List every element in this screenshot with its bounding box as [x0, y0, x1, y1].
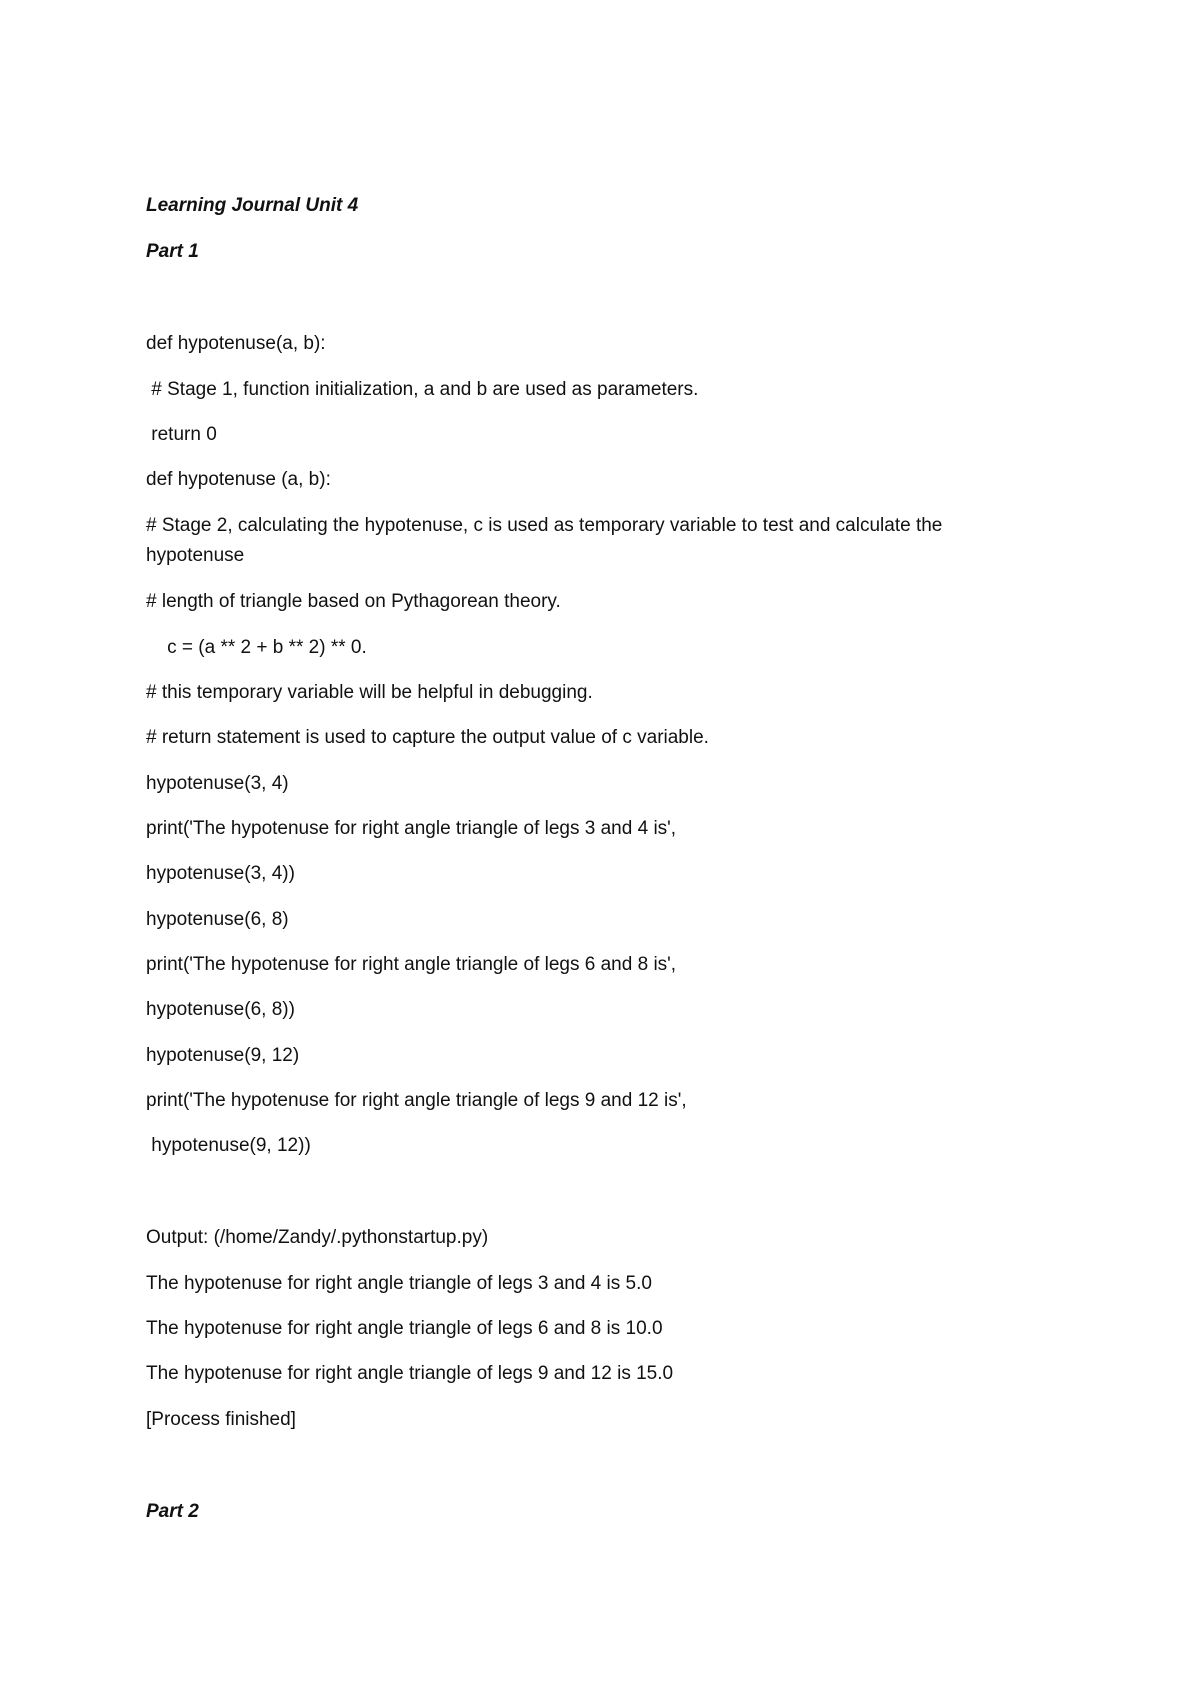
- output-line: The hypotenuse for right angle triangle of legs 3 and 4 is 5.0: [146, 1273, 652, 1294]
- code-line: # this temporary variable will be helpful in debugging.: [146, 682, 593, 703]
- part1-heading: Part 1: [146, 241, 199, 262]
- code-line: print('The hypotenuse for right angle triangle of legs 6 and 8 is',: [146, 954, 677, 975]
- code-line: hypotenuse(9, 12)): [146, 1135, 311, 1156]
- code-line: # return statement is used to capture the output value of c variable.: [146, 727, 709, 748]
- code-line: hypotenuse(3, 4)): [146, 863, 295, 884]
- document-title: Learning Journal Unit 4: [146, 195, 359, 216]
- code-line: def hypotenuse(a, b):: [146, 333, 326, 354]
- code-line: hypotenuse(6, 8)): [146, 999, 295, 1020]
- code-line: hypotenuse(9, 12): [146, 1045, 300, 1066]
- code-line: hypotenuse(3, 4): [146, 773, 289, 794]
- code-line: print('The hypotenuse for right angle triangle of legs 9 and 12 is',: [146, 1090, 687, 1111]
- code-line: hypotenuse(6, 8): [146, 909, 289, 930]
- code-line: # Stage 2, calculating the hypotenuse, c is used as temporary variable to test and calculate the hypotenuse: [146, 515, 943, 566]
- output-line: The hypotenuse for right angle triangle of legs 9 and 12 is 15.0: [146, 1363, 674, 1384]
- code-line: def hypotenuse (a, b):: [146, 469, 331, 490]
- output-line: The hypotenuse for right angle triangle of legs 6 and 8 is 10.0: [146, 1318, 663, 1339]
- code-line: # length of triangle based on Pythagorean theory.: [146, 591, 561, 612]
- code-line: # Stage 1, function initialization, a and b are used as parameters.: [146, 379, 699, 400]
- code-line: return 0: [146, 424, 217, 445]
- output-label: Output: (/home/Zandy/.pythonstartup.py): [146, 1227, 489, 1248]
- code-line: c = (a ** 2 + b ** 2) ** 0.: [146, 637, 367, 658]
- code-line: print('The hypotenuse for right angle triangle of legs 3 and 4 is',: [146, 818, 677, 839]
- output-line: [Process finished]: [146, 1409, 296, 1430]
- part2-heading: Part 2: [146, 1501, 199, 1522]
